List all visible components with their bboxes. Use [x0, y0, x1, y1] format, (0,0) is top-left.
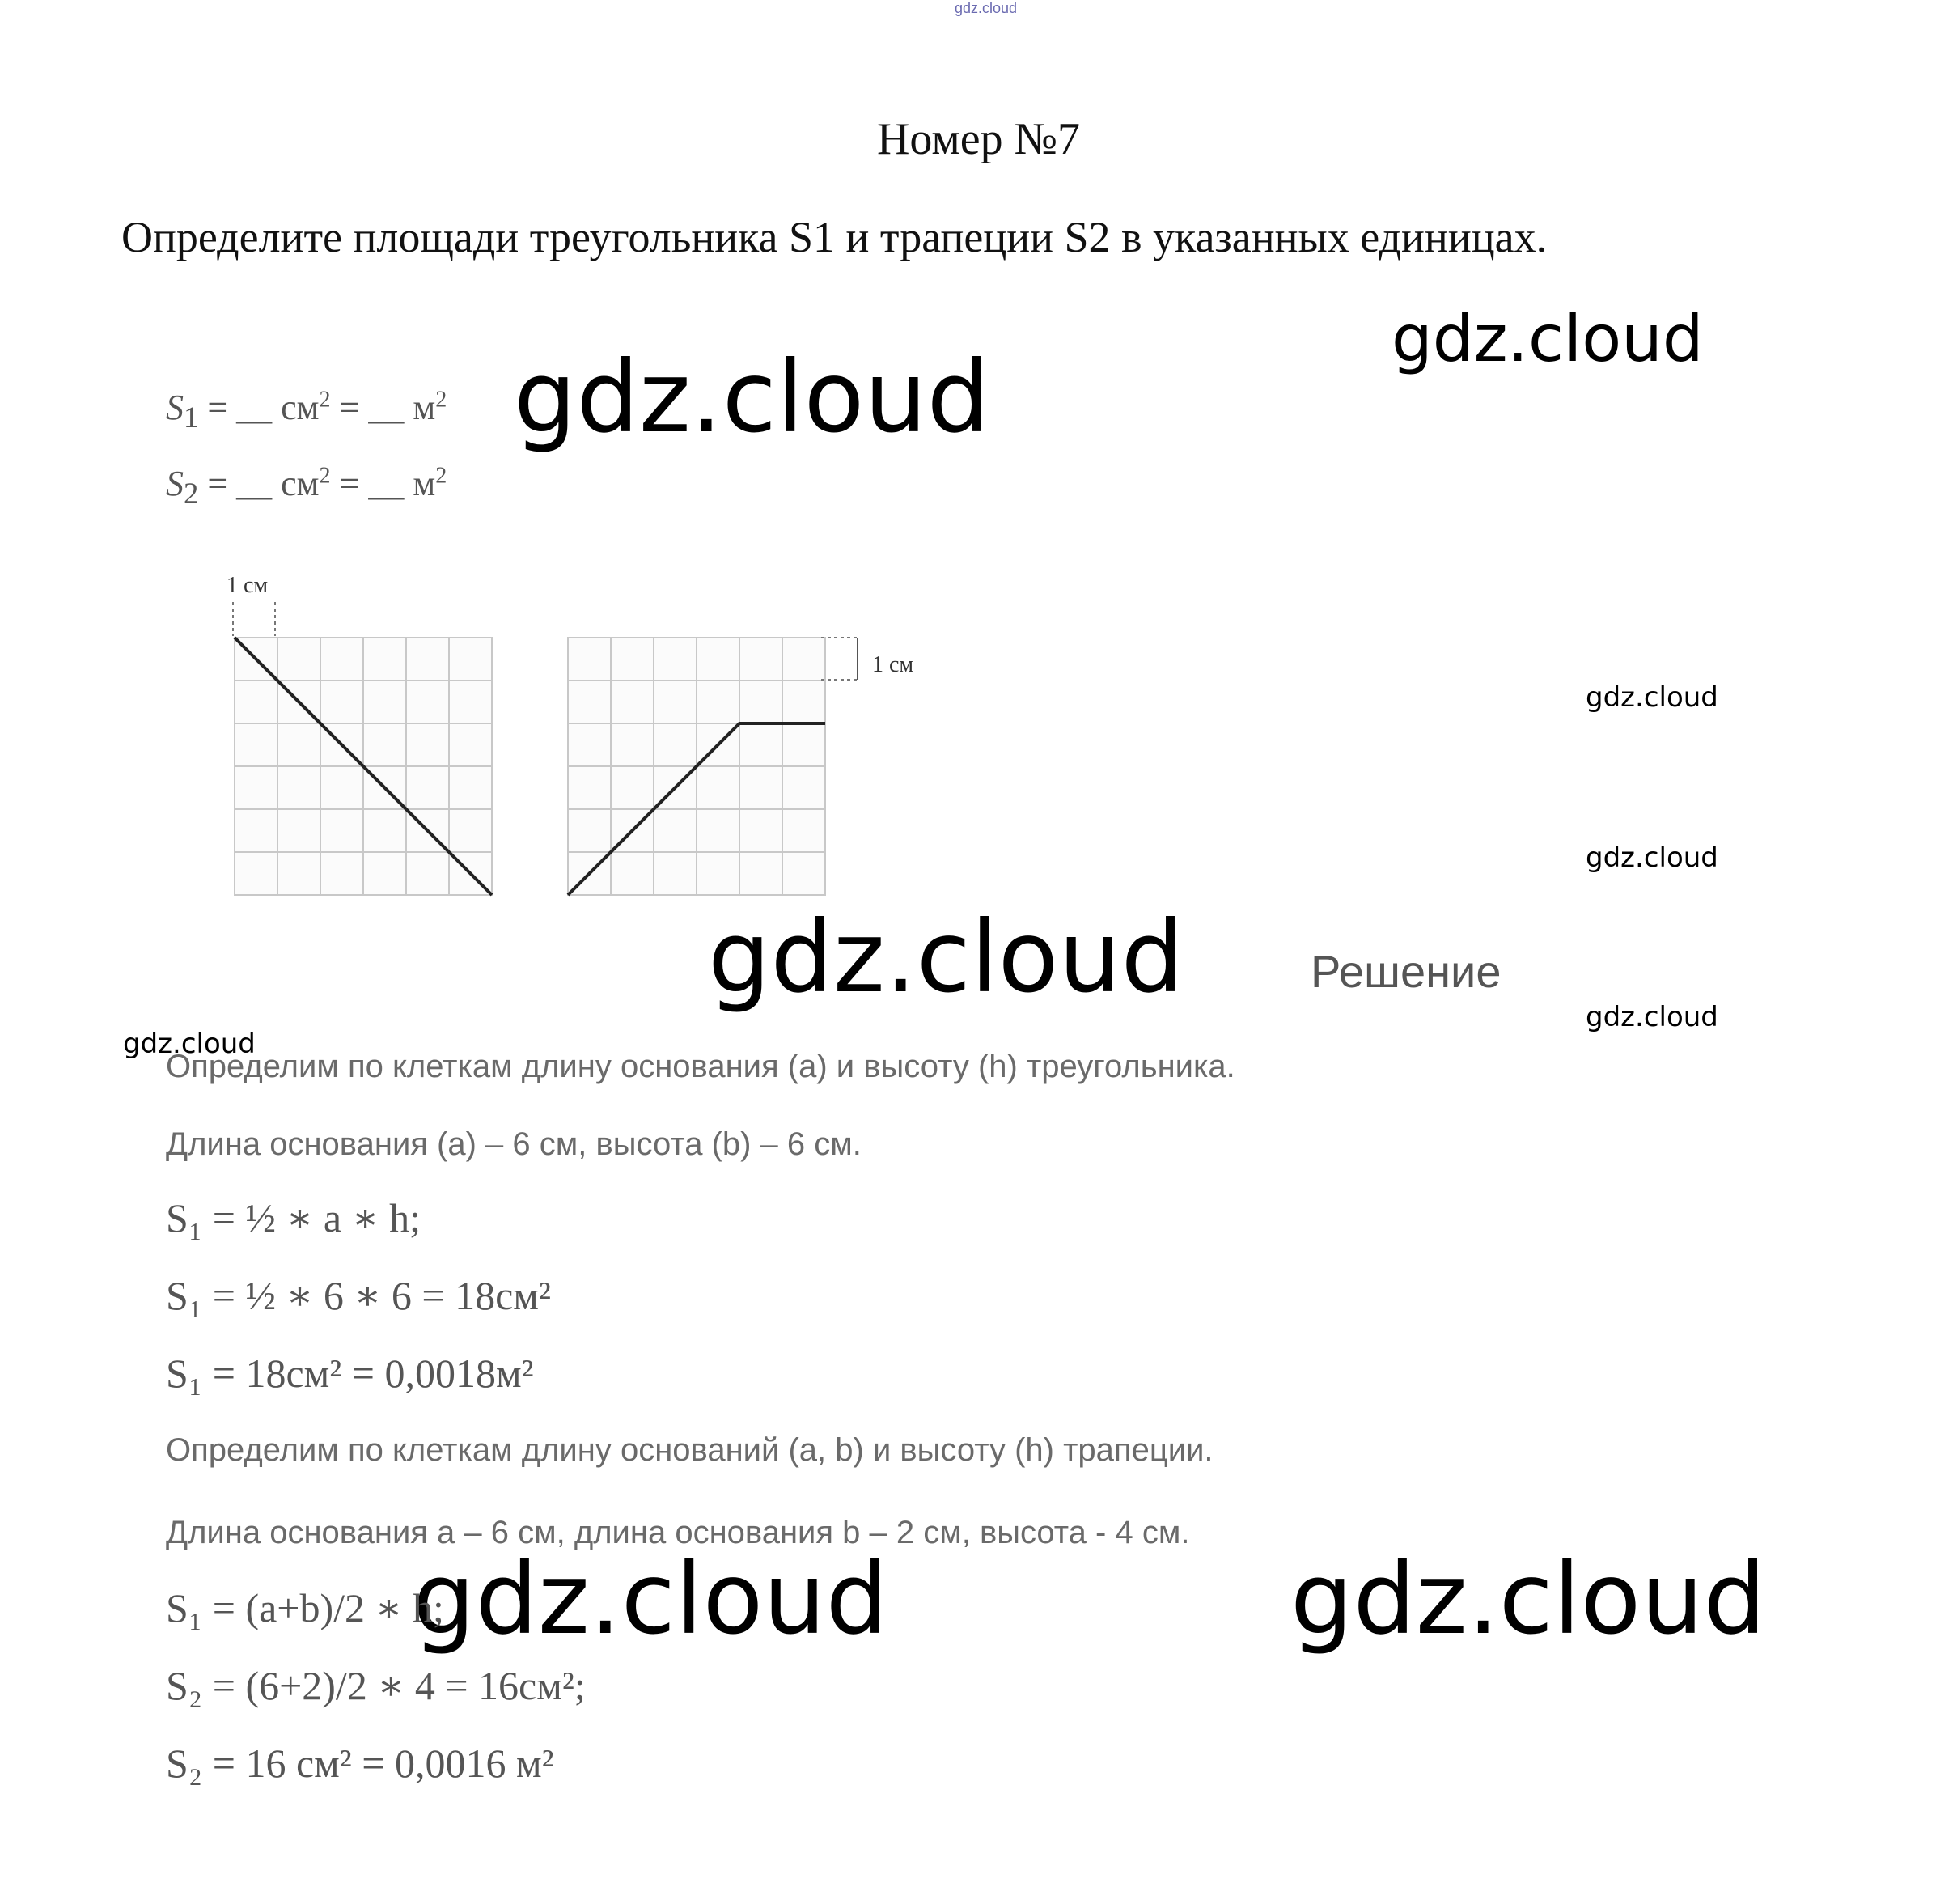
formula-2: S₁ = ½ ∗ 6 ∗ 6 = 18см²: [166, 1273, 551, 1318]
formula-6: S₂ = 16 см² = 0,0016 м²: [166, 1741, 554, 1786]
watermark-6: gdz.cloud: [1586, 1001, 1718, 1033]
solution-heading: Решение: [1311, 946, 1502, 997]
solution-line-1: Определим по клеткам длину основания (a) и высоту (h) треугольника.: [166, 1049, 1235, 1084]
scale-label-right: 1 см: [872, 652, 914, 677]
page-title: Номер №7: [876, 114, 1081, 164]
watermark-5: gdz.cloud: [708, 900, 1184, 1015]
question-s2: $S_2$ = __ $см^2$ = __ $м^2$: [166, 463, 447, 510]
solution-line-4: Длина основания a – 6 см, длина основания b – 2 см, высота - 4 см.: [166, 1515, 1190, 1550]
formula-5: S₂ = (6+2)/2 ∗ 4 = 16см²;: [166, 1663, 586, 1708]
shape-figures: [218, 566, 947, 914]
scale-label-left: 1 см: [227, 573, 269, 598]
watermark-9: gdz.cloud: [1290, 1541, 1767, 1656]
watermark-4: gdz.cloud: [1586, 842, 1718, 874]
watermark-3: gdz.cloud: [1586, 681, 1718, 714]
watermark-2: gdz.cloud: [514, 340, 990, 455]
watermark-8: gdz.cloud: [413, 1541, 889, 1656]
triangle-figure: [235, 638, 492, 895]
formula-4: S₁ = (a+b)/2 ∗ h;: [166, 1585, 444, 1630]
trapezoid-figure: [568, 638, 825, 895]
top-watermark: gdz.cloud: [955, 0, 1018, 16]
solution-line-2: Длина основания (a) – 6 см, высота (b) – 6 см.: [166, 1126, 862, 1162]
formula-1: S₁ = ½ ∗ a ∗ h;: [166, 1195, 421, 1240]
formula-3: S₁ = 18см² = 0,0018м²: [166, 1351, 534, 1396]
task-text: Определите площади треугольника S1 и трапеции S2 в указанных единицах.: [121, 213, 1548, 261]
question-s1: $S_1$ = __ $см^2$ = __ $м^2$: [166, 387, 447, 434]
solution-line-3: Определим по клеткам длину оснований (a, b) и высоту (h) трапеции.: [166, 1432, 1214, 1468]
watermark-7: gdz.cloud: [123, 1028, 256, 1060]
watermark-1: gdz.cloud: [1392, 301, 1704, 376]
